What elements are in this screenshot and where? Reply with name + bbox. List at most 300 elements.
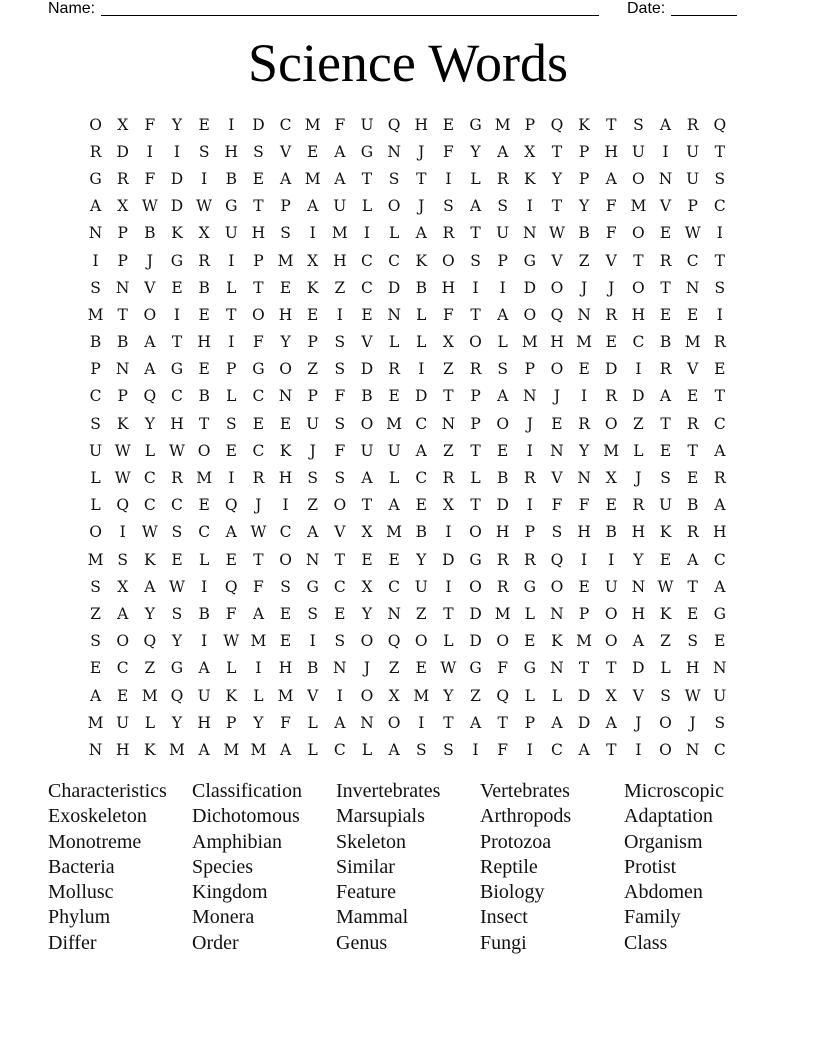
grid-letter[interactable]: O	[550, 577, 564, 596]
grid-letter[interactable]: W	[440, 659, 457, 678]
grid-letter[interactable]: S	[171, 604, 183, 623]
grid-letter[interactable]: M	[386, 414, 403, 433]
grid-letter[interactable]: E	[388, 550, 400, 569]
grid-letter[interactable]: I	[526, 441, 533, 460]
grid-letter[interactable]: Q	[550, 305, 564, 324]
grid-letter[interactable]: X	[361, 577, 373, 596]
grid-letter[interactable]: Z	[415, 604, 427, 623]
grid-letter[interactable]: H	[577, 523, 591, 542]
grid-letter[interactable]: C	[686, 251, 699, 270]
grid-letter[interactable]: E	[687, 387, 699, 406]
grid-letter[interactable]: D	[577, 686, 591, 705]
grid-letter[interactable]: X	[605, 686, 617, 705]
grid-letter[interactable]: S	[253, 142, 264, 161]
grid-letter[interactable]: Q	[387, 632, 401, 651]
grid-letter[interactable]: S	[90, 577, 101, 596]
grid-letter[interactable]: D	[496, 496, 509, 515]
grid-letter[interactable]: V	[334, 523, 346, 542]
grid-letter[interactable]: N	[577, 469, 591, 488]
grid-letter[interactable]: R	[116, 169, 129, 188]
grid-letter[interactable]: J	[608, 278, 615, 297]
grid-letter[interactable]: E	[279, 278, 292, 297]
grid-letter[interactable]: P	[307, 333, 318, 352]
grid-letter[interactable]: Y	[144, 414, 155, 433]
grid-letter[interactable]: U	[686, 169, 700, 188]
grid-letter[interactable]: T	[253, 278, 264, 297]
grid-letter[interactable]: P	[307, 387, 318, 406]
grid-letter[interactable]: L	[443, 632, 454, 651]
grid-letter[interactable]: L	[388, 224, 400, 243]
grid-letter[interactable]: F	[144, 115, 156, 134]
grid-letter[interactable]: H	[278, 469, 293, 488]
grid-letter[interactable]: C	[713, 550, 726, 569]
grid-letter[interactable]: U	[658, 496, 673, 515]
grid-letter[interactable]: O	[469, 333, 482, 352]
grid-letter[interactable]: B	[117, 333, 129, 352]
grid-letter[interactable]: F	[253, 577, 264, 596]
grid-letter[interactable]: A	[497, 387, 509, 406]
grid-letter[interactable]: T	[606, 659, 617, 678]
grid-letter[interactable]: C	[171, 387, 183, 406]
grid-letter[interactable]: R	[686, 523, 699, 542]
grid-letter[interactable]: X	[117, 197, 129, 216]
grid-letter[interactable]: R	[252, 469, 265, 488]
grid-letter[interactable]: F	[334, 441, 346, 460]
grid-letter[interactable]: V	[551, 469, 563, 488]
grid-letter[interactable]: V	[687, 360, 699, 379]
grid-letter[interactable]: X	[524, 142, 536, 161]
grid-letter[interactable]: X	[361, 523, 373, 542]
grid-letter[interactable]: O	[469, 523, 482, 542]
grid-letter[interactable]: E	[89, 659, 102, 678]
grid-letter[interactable]: D	[523, 278, 537, 297]
grid-letter[interactable]: S	[90, 278, 101, 297]
grid-letter[interactable]: A	[334, 142, 346, 161]
grid-letter[interactable]: R	[686, 115, 699, 134]
grid-letter[interactable]: O	[659, 713, 672, 732]
grid-letter[interactable]: P	[687, 197, 698, 216]
grid-letter[interactable]: U	[197, 686, 211, 705]
grid-letter[interactable]: I	[173, 305, 181, 324]
grid-letter[interactable]: A	[89, 197, 102, 216]
grid-letter[interactable]: W	[114, 469, 131, 488]
grid-letter[interactable]: I	[445, 169, 452, 188]
grid-letter[interactable]: S	[660, 469, 671, 488]
grid-letter[interactable]: N	[387, 604, 401, 623]
grid-letter[interactable]: X	[307, 251, 319, 270]
grid-letter[interactable]: L	[226, 659, 237, 678]
grid-letter[interactable]: S	[171, 523, 183, 542]
grid-letter[interactable]: I	[309, 632, 316, 651]
grid-letter[interactable]: O	[550, 278, 564, 297]
grid-letter[interactable]: M	[521, 333, 538, 352]
grid-letter[interactable]: S	[470, 251, 481, 270]
grid-letter[interactable]: M	[630, 197, 647, 216]
grid-letter[interactable]: V	[605, 251, 617, 270]
grid-letter[interactable]: W	[141, 197, 158, 216]
grid-letter[interactable]: I	[173, 142, 181, 161]
grid-letter[interactable]: B	[361, 387, 373, 406]
grid-letter[interactable]: F	[497, 740, 509, 759]
grid-letter[interactable]: I	[282, 496, 289, 515]
grid-letter[interactable]: C	[279, 115, 292, 134]
grid-letter[interactable]: N	[333, 659, 347, 678]
grid-letter[interactable]: N	[115, 360, 130, 379]
grid-letter[interactable]: M	[250, 632, 267, 651]
grid-letter[interactable]: T	[443, 713, 454, 732]
grid-letter[interactable]: P	[117, 251, 128, 270]
grid-letter[interactable]: E	[659, 550, 672, 569]
grid-letter[interactable]: P	[497, 251, 508, 270]
grid-letter[interactable]: S	[90, 414, 101, 433]
grid-letter[interactable]: Z	[334, 278, 346, 297]
grid-letter[interactable]: I	[201, 169, 208, 188]
grid-letter[interactable]: U	[360, 115, 374, 134]
grid-letter[interactable]: E	[225, 550, 237, 569]
grid-letter[interactable]: W	[684, 686, 701, 705]
grid-letter[interactable]: S	[307, 469, 318, 488]
grid-letter[interactable]: A	[714, 496, 726, 515]
grid-letter[interactable]: O	[360, 632, 374, 651]
grid-letter[interactable]: R	[496, 550, 509, 569]
grid-letter[interactable]: S	[334, 414, 346, 433]
grid-letter[interactable]: S	[551, 523, 563, 542]
grid-letter[interactable]: B	[198, 387, 210, 406]
grid-letter[interactable]: L	[361, 740, 373, 759]
grid-letter[interactable]: P	[117, 224, 128, 243]
grid-letter[interactable]: Y	[470, 142, 481, 161]
grid-letter[interactable]: D	[632, 659, 645, 678]
grid-letter[interactable]: N	[550, 604, 564, 623]
grid-letter[interactable]: R	[605, 387, 618, 406]
grid-letter[interactable]: E	[578, 577, 590, 596]
grid-letter[interactable]: R	[523, 469, 536, 488]
grid-letter[interactable]: E	[117, 686, 129, 705]
grid-letter[interactable]: O	[414, 632, 428, 651]
grid-letter[interactable]: N	[387, 305, 401, 324]
grid-letter[interactable]: G	[252, 360, 265, 379]
grid-letter[interactable]: I	[336, 305, 343, 324]
grid-letter[interactable]: A	[659, 115, 672, 134]
grid-letter[interactable]: R	[659, 360, 672, 379]
grid-letter[interactable]: J	[418, 197, 425, 216]
grid-letter[interactable]: N	[685, 740, 700, 759]
grid-letter[interactable]: A	[687, 550, 699, 569]
grid-letter[interactable]: M	[576, 632, 593, 651]
grid-letter[interactable]: C	[361, 251, 373, 270]
grid-letter[interactable]: K	[415, 251, 428, 270]
grid-letter[interactable]: F	[578, 496, 590, 515]
grid-letter[interactable]: Y	[361, 604, 373, 623]
grid-letter[interactable]: S	[334, 333, 346, 352]
grid-letter[interactable]: O	[604, 414, 618, 433]
grid-letter[interactable]: C	[198, 523, 211, 542]
grid-letter[interactable]: V	[632, 686, 644, 705]
grid-letter[interactable]: P	[470, 387, 481, 406]
grid-letter[interactable]: A	[469, 713, 482, 732]
grid-letter[interactable]: S	[714, 169, 726, 188]
grid-letter[interactable]: L	[144, 441, 155, 460]
grid-letter[interactable]: A	[632, 632, 644, 651]
grid-letter[interactable]: M	[576, 333, 593, 352]
grid-letter[interactable]: S	[497, 197, 508, 216]
grid-letter[interactable]: S	[307, 604, 318, 623]
grid-letter[interactable]: P	[280, 197, 291, 216]
grid-letter[interactable]: G	[170, 251, 184, 270]
grid-letter[interactable]: E	[198, 496, 210, 515]
grid-letter[interactable]: H	[441, 278, 456, 297]
grid-letter[interactable]: W	[196, 197, 213, 216]
grid-letter[interactable]: N	[550, 441, 564, 460]
grid-letter[interactable]: T	[226, 305, 237, 324]
grid-letter[interactable]: E	[252, 169, 265, 188]
grid-letter[interactable]: Z	[660, 632, 671, 651]
grid-letter[interactable]: H	[495, 523, 510, 542]
grid-letter[interactable]: A	[388, 740, 400, 759]
grid-letter[interactable]: B	[415, 278, 427, 297]
grid-letter[interactable]: S	[660, 686, 671, 705]
grid-letter[interactable]: L	[307, 713, 318, 732]
grid-letter[interactable]: X	[605, 469, 617, 488]
grid-letter[interactable]: V	[361, 333, 373, 352]
grid-letter[interactable]: I	[418, 360, 425, 379]
grid-letter[interactable]: H	[170, 414, 184, 433]
grid-letter[interactable]: M	[87, 713, 104, 732]
grid-letter[interactable]: C	[252, 387, 265, 406]
grid-letter[interactable]: T	[606, 740, 617, 759]
date-blank-line[interactable]	[671, 0, 737, 16]
grid-letter[interactable]: K	[659, 523, 672, 542]
grid-letter[interactable]: E	[361, 550, 373, 569]
grid-letter[interactable]: I	[119, 523, 126, 542]
grid-letter[interactable]: Y	[578, 197, 590, 216]
grid-letter[interactable]: M	[250, 740, 267, 759]
grid-letter[interactable]: O	[659, 740, 672, 759]
grid-letter[interactable]: A	[578, 740, 590, 759]
grid-letter[interactable]: F	[334, 115, 346, 134]
grid-letter[interactable]: D	[170, 169, 184, 188]
grid-letter[interactable]: Q	[550, 115, 564, 134]
grid-letter[interactable]: P	[253, 251, 264, 270]
grid-letter[interactable]: S	[280, 224, 291, 243]
grid-letter[interactable]: M	[494, 604, 511, 623]
grid-letter[interactable]: Q	[116, 496, 130, 515]
grid-letter[interactable]: W	[223, 632, 240, 651]
grid-letter[interactable]: B	[415, 523, 427, 542]
grid-letter[interactable]: F	[605, 197, 617, 216]
grid-letter[interactable]: T	[660, 414, 671, 433]
grid-letter[interactable]: J	[580, 278, 588, 297]
grid-letter[interactable]: T	[714, 387, 725, 406]
grid-letter[interactable]: K	[524, 169, 536, 188]
grid-letter[interactable]: C	[713, 740, 726, 759]
grid-letter[interactable]: P	[578, 604, 590, 623]
grid-letter[interactable]: M	[87, 305, 104, 324]
grid-letter[interactable]: H	[333, 251, 347, 270]
grid-letter[interactable]: N	[577, 305, 591, 324]
grid-letter[interactable]: C	[333, 740, 346, 759]
grid-letter[interactable]: C	[415, 469, 428, 488]
grid-letter[interactable]: D	[170, 197, 184, 216]
grid-letter[interactable]: E	[497, 441, 509, 460]
grid-letter[interactable]: T	[416, 169, 427, 188]
grid-letter[interactable]: I	[309, 224, 316, 243]
grid-letter[interactable]: U	[414, 577, 428, 596]
grid-letter[interactable]: H	[631, 604, 646, 623]
grid-letter[interactable]: S	[280, 577, 291, 596]
grid-letter[interactable]: A	[334, 169, 346, 188]
grid-letter[interactable]: M	[196, 469, 213, 488]
grid-letter[interactable]: R	[523, 550, 536, 569]
grid-letter[interactable]: R	[632, 496, 645, 515]
grid-letter[interactable]: E	[714, 632, 726, 651]
grid-letter[interactable]: B	[198, 604, 210, 623]
grid-letter[interactable]: A	[415, 441, 427, 460]
grid-letter[interactable]: P	[578, 169, 590, 188]
grid-letter[interactable]: L	[144, 713, 155, 732]
grid-letter[interactable]: A	[469, 197, 482, 216]
grid-letter[interactable]: C	[713, 414, 726, 433]
grid-letter[interactable]: A	[551, 713, 563, 732]
grid-letter[interactable]: A	[388, 496, 400, 515]
grid-letter[interactable]: Y	[253, 713, 264, 732]
grid-letter[interactable]: G	[225, 197, 238, 216]
grid-letter[interactable]: J	[309, 441, 316, 460]
grid-letter[interactable]: W	[169, 577, 185, 596]
grid-letter[interactable]: F	[551, 496, 563, 515]
grid-letter[interactable]: T	[443, 604, 454, 623]
grid-letter[interactable]: T	[578, 659, 590, 678]
grid-letter[interactable]: M	[494, 115, 511, 134]
grid-letter[interactable]: U	[116, 713, 130, 732]
grid-letter[interactable]: N	[305, 550, 320, 569]
grid-letter[interactable]: O	[197, 441, 211, 460]
grid-letter[interactable]: S	[334, 469, 346, 488]
grid-letter[interactable]: I	[363, 224, 371, 243]
grid-letter[interactable]: Y	[633, 550, 644, 569]
grid-letter[interactable]: E	[198, 115, 210, 134]
grid-letter[interactable]: U	[496, 224, 510, 243]
grid-letter[interactable]: Z	[388, 659, 400, 678]
grid-letter[interactable]: A	[497, 305, 509, 324]
grid-letter[interactable]: U	[306, 414, 320, 433]
grid-letter[interactable]: H	[685, 659, 700, 678]
grid-letter[interactable]: K	[144, 550, 156, 569]
grid-letter[interactable]: Y	[171, 115, 183, 134]
grid-letter[interactable]: T	[361, 496, 373, 515]
grid-letter[interactable]: L	[524, 686, 535, 705]
grid-letter[interactable]: N	[115, 278, 130, 297]
grid-letter[interactable]: A	[144, 333, 156, 352]
grid-letter[interactable]: B	[198, 278, 210, 297]
grid-letter[interactable]: U	[604, 577, 618, 596]
grid-letter[interactable]: H	[197, 333, 211, 352]
grid-letter[interactable]: A	[144, 577, 156, 596]
grid-letter[interactable]: E	[687, 604, 699, 623]
grid-letter[interactable]: I	[526, 496, 533, 515]
grid-letter[interactable]: T	[470, 496, 481, 515]
grid-letter[interactable]: J	[255, 496, 262, 515]
grid-letter[interactable]: Q	[550, 550, 564, 569]
grid-letter[interactable]: M	[304, 169, 321, 188]
grid-letter[interactable]: C	[171, 496, 183, 515]
grid-letter[interactable]: N	[550, 659, 564, 678]
grid-letter[interactable]: K	[279, 441, 292, 460]
grid-letter[interactable]: L	[226, 387, 237, 406]
grid-letter[interactable]: X	[117, 115, 129, 134]
grid-letter[interactable]: H	[224, 142, 239, 161]
grid-letter[interactable]: Q	[224, 577, 238, 596]
grid-letter[interactable]: K	[116, 414, 129, 433]
grid-letter[interactable]: I	[581, 387, 588, 406]
grid-letter[interactable]: I	[336, 686, 343, 705]
grid-letter[interactable]: J	[689, 713, 696, 732]
grid-letter[interactable]: E	[659, 441, 672, 460]
grid-letter[interactable]: N	[88, 224, 103, 243]
grid-letter[interactable]: N	[441, 414, 456, 433]
grid-letter[interactable]: F	[253, 333, 264, 352]
grid-letter[interactable]: S	[90, 632, 101, 651]
grid-letter[interactable]: M	[331, 224, 348, 243]
grid-letter[interactable]: X	[442, 496, 454, 515]
grid-letter[interactable]: X	[117, 577, 129, 596]
grid-letter[interactable]: W	[548, 224, 565, 243]
grid-letter[interactable]: I	[255, 659, 262, 678]
grid-letter[interactable]: L	[497, 333, 508, 352]
grid-letter[interactable]: A	[415, 224, 427, 243]
grid-letter[interactable]: F	[443, 305, 454, 324]
grid-letter[interactable]: R	[388, 360, 400, 379]
grid-letter[interactable]: L	[551, 686, 563, 705]
grid-letter[interactable]: T	[714, 142, 725, 161]
grid-letter[interactable]: E	[198, 305, 210, 324]
grid-letter[interactable]: S	[388, 169, 400, 188]
grid-letter[interactable]: T	[253, 550, 264, 569]
grid-letter[interactable]: N	[387, 142, 401, 161]
grid-letter[interactable]: T	[198, 414, 210, 433]
grid-letter[interactable]: T	[334, 550, 345, 569]
grid-letter[interactable]: L	[307, 740, 318, 759]
grid-letter[interactable]: A	[497, 142, 509, 161]
grid-letter[interactable]: I	[201, 632, 208, 651]
grid-letter[interactable]: E	[361, 305, 373, 324]
grid-letter[interactable]: A	[225, 523, 237, 542]
grid-letter[interactable]: E	[687, 469, 699, 488]
grid-letter[interactable]: H	[550, 333, 564, 352]
grid-letter[interactable]: E	[252, 414, 265, 433]
grid-letter[interactable]: N	[523, 387, 537, 406]
grid-letter[interactable]: J	[418, 142, 425, 161]
grid-letter[interactable]: H	[278, 659, 293, 678]
grid-letter[interactable]: A	[89, 686, 102, 705]
grid-letter[interactable]: I	[418, 713, 425, 732]
grid-letter[interactable]: O	[143, 305, 157, 324]
grid-letter[interactable]: G	[523, 251, 537, 270]
grid-letter[interactable]: L	[388, 469, 400, 488]
grid-letter[interactable]: G	[523, 659, 537, 678]
grid-letter[interactable]: U	[89, 441, 103, 460]
grid-letter[interactable]: P	[90, 360, 101, 379]
grid-letter[interactable]: B	[605, 523, 617, 542]
grid-letter[interactable]: A	[307, 523, 319, 542]
grid-letter[interactable]: H	[115, 740, 130, 759]
grid-letter[interactable]: Z	[307, 496, 319, 515]
grid-letter[interactable]: R	[496, 169, 509, 188]
grid-letter[interactable]: M	[413, 686, 430, 705]
grid-letter[interactable]: S	[415, 740, 427, 759]
grid-letter[interactable]: A	[605, 169, 617, 188]
grid-letter[interactable]: I	[499, 278, 506, 297]
